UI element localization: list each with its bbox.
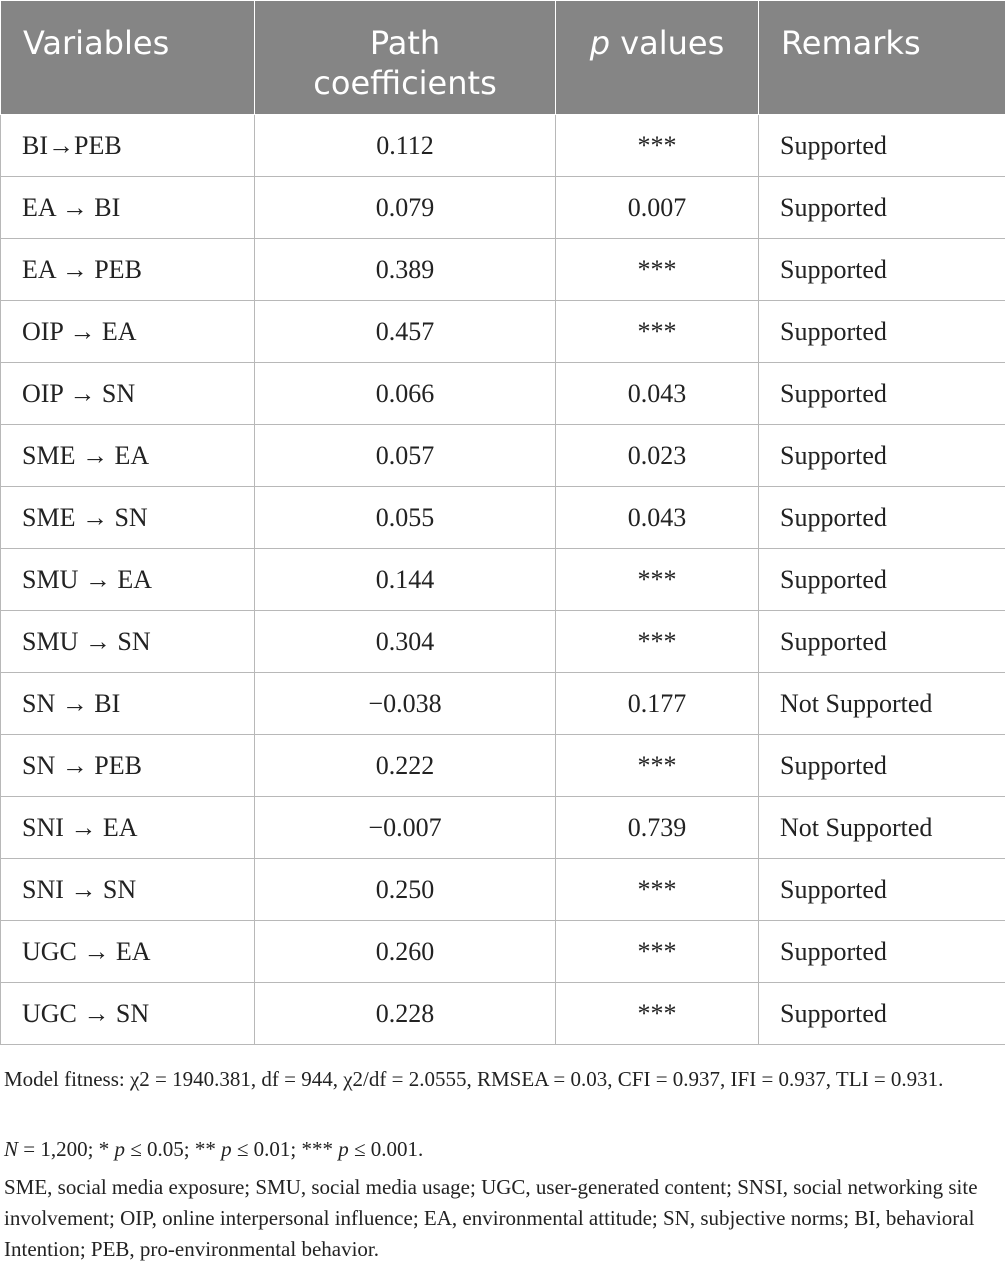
table-row	[1, 301, 1005, 363]
table-row	[1, 549, 1005, 611]
cell-coefficient: 0.304	[255, 611, 556, 673]
cell-p-value: 0.043	[556, 487, 759, 549]
cell-remark: Not Supported	[759, 797, 1005, 859]
cell-p-value: ***	[556, 239, 759, 301]
cell-remark: Supported	[759, 549, 1005, 611]
cell-variables: EA → PEB	[1, 239, 255, 301]
cell-coefficient: 0.260	[255, 921, 556, 983]
cell-remark: Supported	[759, 487, 1005, 549]
table-row	[1, 983, 1005, 1045]
cell-p-value: 0.023	[556, 425, 759, 487]
cell-remark: Supported	[759, 425, 1005, 487]
cell-remark: Supported	[759, 177, 1005, 239]
table-row	[1, 673, 1005, 735]
cell-p-value: ***	[556, 549, 759, 611]
cell-variables: BI→PEB	[1, 115, 255, 177]
cell-p-value: ***	[556, 611, 759, 673]
header-variables: Variables	[1, 1, 255, 115]
header-path-coefficients	[255, 1, 556, 115]
cell-variables: OIP → EA	[1, 301, 255, 363]
cell-coefficient: −0.038	[255, 673, 556, 735]
table-row	[1, 859, 1005, 921]
header-path-line2: coefficients	[313, 64, 497, 102]
cell-variables: OIP → SN	[1, 363, 255, 425]
cell-variables: SN → PEB	[1, 735, 255, 797]
cell-coefficient: 0.222	[255, 735, 556, 797]
cell-variables: SME → EA	[1, 425, 255, 487]
cell-remark: Supported	[759, 921, 1005, 983]
cell-coefficient: 0.066	[255, 363, 556, 425]
table-row	[1, 177, 1005, 239]
table-row	[1, 425, 1005, 487]
footnote-significance: N = 1,200; * p ≤ 0.05; ** p ≤ 0.01; *** p ≤ 0.001.	[4, 1137, 424, 1161]
table-row	[1, 735, 1005, 797]
cell-coefficient: 0.055	[255, 487, 556, 549]
cell-remark: Supported	[759, 735, 1005, 797]
cell-remark: Supported	[759, 983, 1005, 1045]
table-row	[1, 363, 1005, 425]
table-row	[1, 921, 1005, 983]
cell-remark: Supported	[759, 115, 1005, 177]
cell-variables: UGC → SN	[1, 983, 255, 1045]
cell-p-value: ***	[556, 859, 759, 921]
cell-variables: SN → BI	[1, 673, 255, 735]
cell-coefficient: 0.057	[255, 425, 556, 487]
cell-variables: SMU → SN	[1, 611, 255, 673]
cell-p-value: ***	[556, 921, 759, 983]
cell-p-value: ***	[556, 983, 759, 1045]
cell-remark: Not Supported	[759, 673, 1005, 735]
header-row	[1, 1, 1005, 115]
cell-remark: Supported	[759, 611, 1005, 673]
table-header	[1, 1, 1005, 115]
cell-remark: Supported	[759, 301, 1005, 363]
header-p-italic: p	[589, 24, 611, 62]
cell-remark: Supported	[759, 363, 1005, 425]
footnote-n-label: N	[4, 1137, 19, 1161]
table-body	[1, 115, 1005, 1045]
table-row	[1, 611, 1005, 673]
table-row	[1, 239, 1005, 301]
cell-p-value: ***	[556, 115, 759, 177]
footnote-abbreviations: SME, social media exposure; SMU, social media usage; UGC, user-generated content; SNSI, social networking site involvement; OIP, online interpersonal influence; EA, environmental attitude; SN, subjective norms; BI, behavioral Intention; PEB, pro-environmental behavior.	[4, 1175, 978, 1261]
cell-remark: Supported	[759, 859, 1005, 921]
table-row	[1, 797, 1005, 859]
header-p-rest: values	[610, 24, 725, 62]
header-remarks: Remarks	[759, 1, 1005, 115]
cell-p-value: 0.043	[556, 363, 759, 425]
cell-p-value: 0.007	[556, 177, 759, 239]
cell-variables: SNI → EA	[1, 797, 255, 859]
cell-p-value: 0.739	[556, 797, 759, 859]
cell-p-value: 0.177	[556, 673, 759, 735]
table-row	[1, 115, 1005, 177]
cell-variables: EA → BI	[1, 177, 255, 239]
cell-variables: SMU → EA	[1, 549, 255, 611]
footnote-model-fitness: Model fitness: χ2 = 1940.381, df = 944, χ2/df = 2.0555, RMSEA = 0.03, CFI = 0.937, IFI = 0.937, TLI = 0.931.	[4, 1067, 944, 1091]
cell-variables: UGC → EA	[1, 921, 255, 983]
header-p-values	[556, 1, 759, 115]
table-row	[1, 487, 1005, 549]
cell-coefficient: 0.457	[255, 301, 556, 363]
cell-coefficient: 0.112	[255, 115, 556, 177]
cell-coefficient: −0.007	[255, 797, 556, 859]
cell-variables: SME → SN	[1, 487, 255, 549]
header-path-line1: Path	[369, 24, 441, 62]
cell-remark: Supported	[759, 239, 1005, 301]
cell-p-value: ***	[556, 735, 759, 797]
cell-coefficient: 0.144	[255, 549, 556, 611]
cell-coefficient: 0.250	[255, 859, 556, 921]
cell-coefficient: 0.079	[255, 177, 556, 239]
cell-coefficient: 0.389	[255, 239, 556, 301]
cell-p-value: ***	[556, 301, 759, 363]
cell-coefficient: 0.228	[255, 983, 556, 1045]
cell-variables: SNI → SN	[1, 859, 255, 921]
